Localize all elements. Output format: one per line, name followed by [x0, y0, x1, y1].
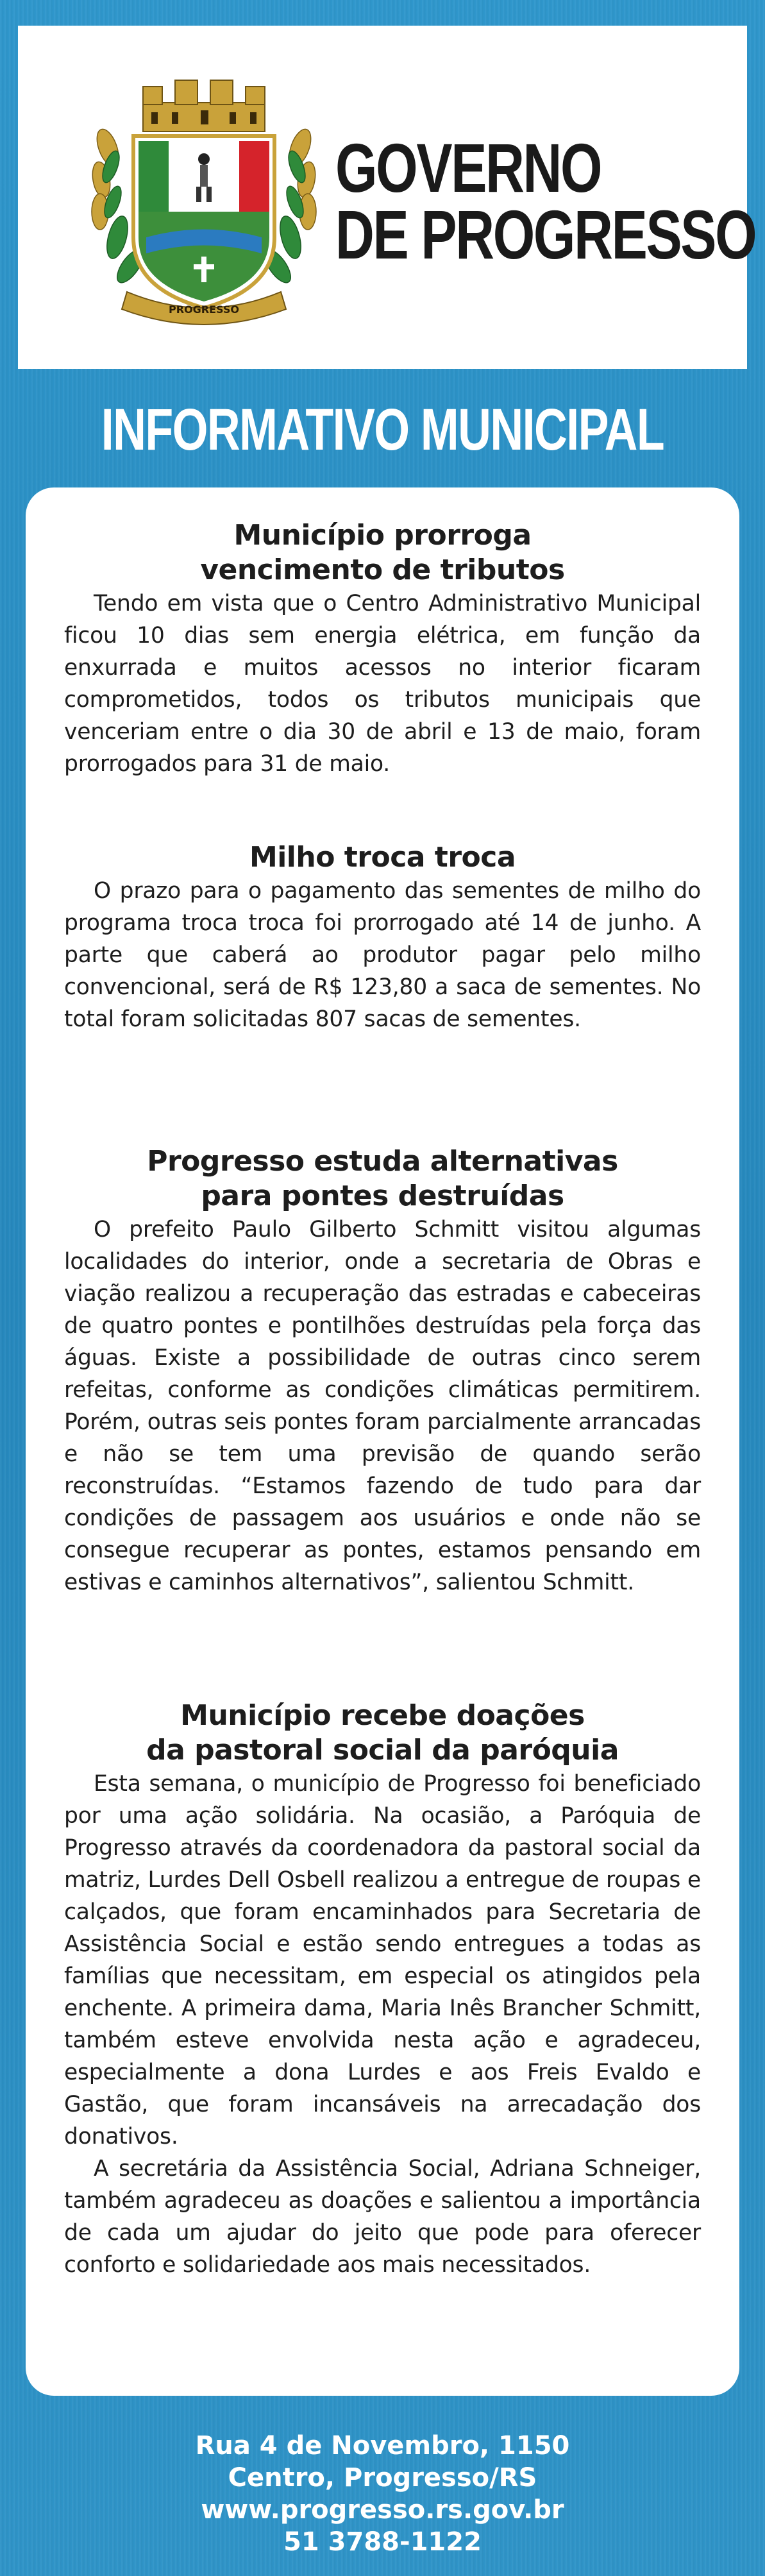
- footer-address: Rua 4 de Novembro, 1150: [195, 2431, 570, 2461]
- municipal-crest-logo: [82, 77, 326, 327]
- article-body-paragraph-2: A secretária da Assistência Social, Adriana Schneiger, também agradeceu as doações e salientou a importância de cada um ajudar do jeito que pode para oferecer conforto e solidariedade aos mais necessitados.: [64, 2156, 701, 2278]
- informativo-banner: [0, 396, 765, 464]
- article-title: [64, 1144, 701, 1214]
- article-tributos: [64, 518, 701, 780]
- government-title: [335, 129, 756, 273]
- article-body: O prazo para o pagamento das sementes de milho do programa troca troca foi prorrogado até 14 de junho. A parte que caberá ao produtor pagar pelo milho convencional, será de R$ 123,80 a saca de sementes. No total foram solicitadas 807 sacas de sementes.: [64, 878, 701, 1032]
- article-title-line2: vencimento de tributos: [200, 554, 565, 586]
- article-body: Tendo em vista que o Centro Administrativo Municipal ficou 10 dias sem energia elétrica, em função da enxurrada e muitos acessos no interior ficaram comprometidos, todos os tributos municipais que venceriam entre o dia 30 de abril e 13 de maio, foram prorrogados para 31 de maio.: [64, 591, 701, 777]
- footer-contact: [0, 2430, 765, 2558]
- article-title: [64, 518, 701, 588]
- crest-ribbon-text: PROGRESSO: [169, 303, 239, 316]
- article-pontes: [64, 1144, 701, 1598]
- footer-website-link[interactable]: www.progresso.rs.gov.br: [201, 2495, 564, 2525]
- government-title-line1: GOVERNO: [335, 129, 601, 207]
- article-title-line2: para pontes destruídas: [201, 1180, 564, 1212]
- article-title: Milho troca troca: [249, 841, 516, 874]
- news-card: [26, 487, 739, 2396]
- article-body: Esta semana, o município de Progresso foi beneficiado por uma ação solidária. Na ocasião, a Paróquia de Progresso através da coordenadora da pastoral social da matriz, Lurdes Dell Osbell realizou a entregue de roupas e calçados, que foram encaminhados para Secretaria de Assistência Social e estão sendo entregues a todas as famílias que necessitam, em especial os atingidos pela enchente. A primeira dama, Maria Inês Brancher Schmitt, também esteve envolvida nesta ação e agradeceu, especialmente a dona Lurdes e aos Freis Evaldo e Gastão, que foram incansáveis na arrecadação dos donativos.: [64, 1771, 701, 2149]
- article-doacoes: [64, 1699, 701, 2281]
- footer-phone: 51 3788-1122: [283, 2527, 482, 2557]
- header-box: [18, 26, 756, 369]
- article-milho: [64, 840, 701, 1035]
- government-title-line2: DE PROGRESSO: [335, 196, 756, 273]
- article-title-line1: Progresso estuda alternativas: [147, 1145, 618, 1178]
- article-title: [64, 1699, 701, 1768]
- article-body: O prefeito Paulo Gilberto Schmitt visitou algumas localidades do interior, onde a secretaria de Obras e viação realizou a recuperação das estradas e cabeceiras de quatro pontes e pontilhões destruídas pela força das águas. Existe a possibilidade de outras cinco serem refeitas, conforme as condições climáticas permitirem. Porém, outras seis pontes foram parcialmente arrancadas e não se tem uma previsão de quando serão reconstruídas. “Estamos fazendo de tudo para dar condições de passagem aos usuários e onde não se consegue recuperar as pontes, estamos pensando em estivas e caminhos alternativos”, salientou Schmitt.: [64, 1217, 701, 1595]
- article-title-line1: Município prorroga: [233, 519, 532, 552]
- informativo-title: INFORMATIVO MUNICIPAL: [101, 397, 664, 462]
- footer-city: Centro, Progresso/RS: [228, 2463, 537, 2493]
- article-title-line2: da pastoral social da paróquia: [146, 1734, 619, 1767]
- article-title-line1: Município recebe doações: [180, 1699, 585, 1732]
